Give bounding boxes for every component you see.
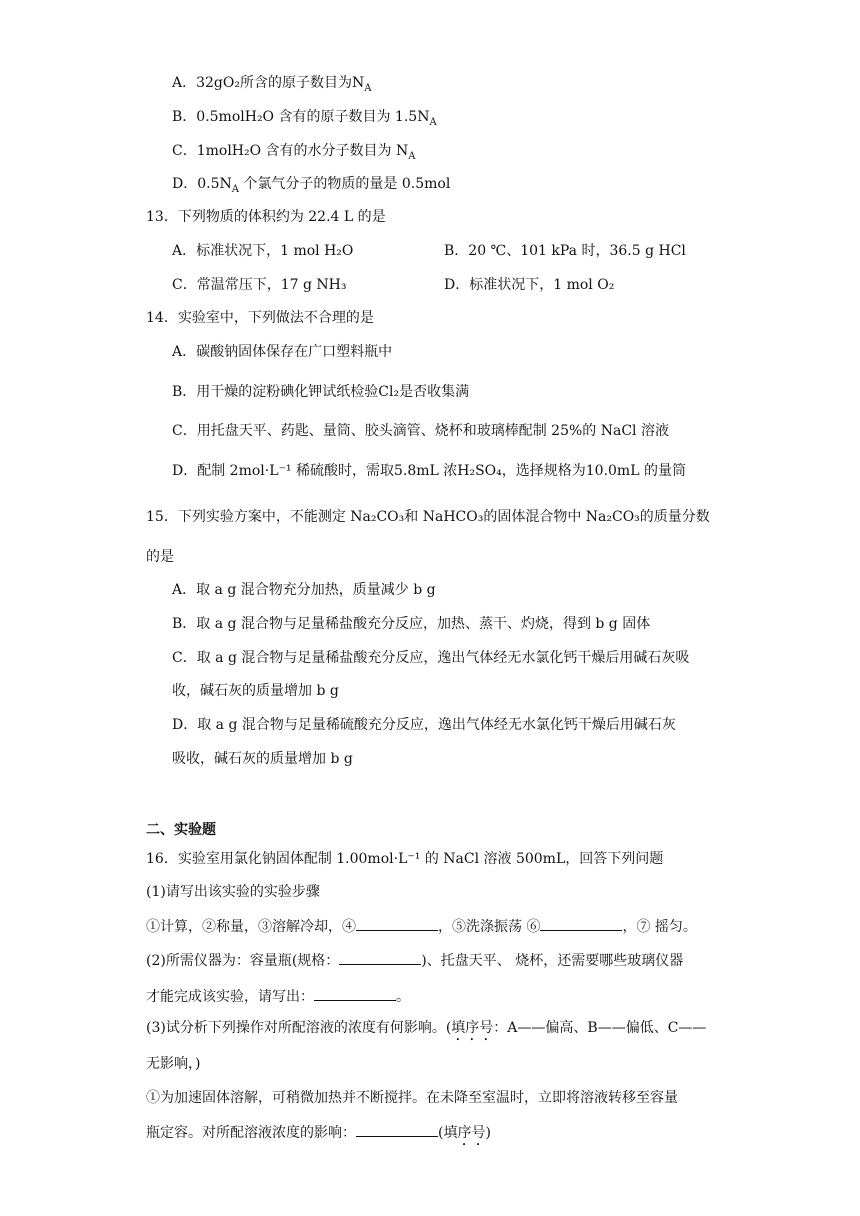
q16-item1-line2: 瓶定容。对所配溶液浓度的影响： (填序号) [146, 1122, 491, 1149]
q16-part1-steps: ①计算，②称量，③溶解冷却，④ ，⑤洗涤振荡 ⑥ ，⑦ 摇匀。 [146, 916, 697, 937]
q15-option-c-line1: C．取 a g 混合物与足量稀盐酸充分反应，逸出气体经无水氯化钙干燥后用碱石灰吸 [172, 650, 690, 666]
q14-option-c: C．用托盘天平、药匙、量筒、胶头滴管、烧杯和玻璃棒配制 25%的 NaCl 溶液 [172, 423, 669, 439]
q16-item1-line1: ①为加速固体溶解，可稍微加热并不断搅拌。在未降至室温时，立即将溶液转移至容量 [146, 1090, 678, 1106]
q15-option-c-line2: 收，碱石灰的质量增加 b g [172, 683, 339, 699]
section-title: 二、实验题 [146, 822, 216, 838]
q16-part2-line2: 才能完成该实验，请写出： 。 [146, 986, 410, 1007]
q16-part3-line2: 无影响，) [146, 1056, 201, 1072]
q14-stem: 14．实验室中，下列做法不合理的是 [146, 310, 374, 326]
q12-option-b: B．0.5molH₂O 含有的原子数目为 $1.5N_A$ [172, 109, 437, 128]
q12-option-c: C．1molH₂O 含有的水分子数目为 $N_A$ [172, 143, 416, 162]
answer-blank-step4[interactable] [356, 916, 438, 931]
answer-blank-glassware[interactable] [314, 986, 396, 1001]
q15-option-a: A．取 a g 混合物充分加热，质量减少 b g [172, 582, 436, 598]
q15-option-d-line1: D．取 a g 混合物与足量稀硫酸充分反应，逸出气体经无水氯化钙干燥后用碱石灰 [172, 717, 676, 733]
answer-blank-step6[interactable] [540, 916, 622, 931]
q14-option-a: A．碳酸钠固体保存在广口塑料瓶中 [172, 344, 393, 360]
q13-option-b: B．20 ℃、101 kPa 时，36.5 g HCl [444, 243, 686, 259]
q12-option-a: A．32gO₂所含的原子数目为$N_A$ [172, 75, 372, 94]
q15-stem-line1: 15．下列实验方案中，不能测定 Na₂CO₃和 NaHCO₃的固体混合物中 Na₂CO₃的质量分数 [146, 509, 710, 525]
q15-stem-line2: 的是 [146, 549, 174, 565]
q13-option-a: A．标准状况下，1 mol H₂O [172, 243, 354, 259]
q14-option-b: B．用干燥的淀粉碘化钾试纸检验Cl₂是否收集满 [172, 384, 470, 400]
answer-blank-flask-size[interactable] [339, 950, 421, 965]
q16-part1-label: (1)请写出该实验的实验步骤 [146, 884, 320, 900]
q15-option-b: B．取 a g 混合物与足量稀盐酸充分反应，加热、蒸干、灼烧，得到 b g 固体 [172, 616, 651, 632]
q16-part2-line1: (2)所需仪器为：容量瓶(规格： )、托盘天平、 烧杯，还需要哪些玻璃仪器 [146, 950, 683, 971]
q12-option-d: D．$0.5N_A$ 个氯气分子的物质的量是 0.5mol [172, 176, 451, 195]
q14-option-d: D．配制 2mol·L⁻¹ 稀硫酸时，需取5.8mL 浓H₂SO₄，选择规格为10.0mL 的量筒 [172, 463, 686, 479]
q15-option-d-line2: 吸收，碱石灰的质量增加 b g [172, 751, 353, 767]
answer-blank-effect[interactable] [356, 1122, 438, 1137]
q16-stem: 16．实验室用氯化钠固体配制 1.00mol·L⁻¹ 的 NaCl 溶液 500mL，回答下列问题 [146, 851, 664, 867]
q13-option-d: D．标准状况下，1 mol O₂ [444, 277, 615, 293]
q13-option-c: C．常温常压下，17 g NH₃ [172, 277, 347, 293]
q13-stem: 13．下列物质的体积约为 22.4 L 的是 [146, 209, 386, 225]
q16-part3-line1: (3)试分析下列操作对所配溶液的浓度有何影响。(填序号：A——偏高、B——偏低、C—— [146, 1020, 707, 1036]
